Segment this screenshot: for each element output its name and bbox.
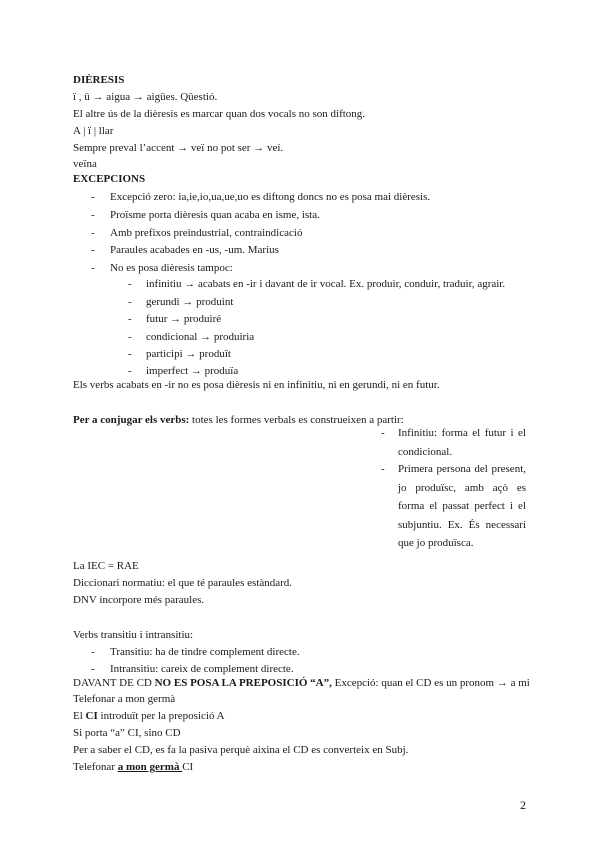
text-line: Els verbs acabats en -ir no es posa dièresis ni en infinitiu, ni en gerundi, ni en futur. (73, 379, 440, 391)
text-line: Telefonar a mon germà (73, 693, 176, 705)
list-item: gerundi → produint (146, 296, 234, 308)
text-line: ï , ü → aigua → aigües. Qüestió. (73, 91, 218, 103)
ci-line (73, 709, 225, 723)
list-bullet: - (128, 365, 132, 377)
list-bullet: - (91, 646, 95, 658)
list-bullet: - (91, 262, 95, 274)
list-item: Transitiu: ha de tindre complement directe. (110, 646, 300, 658)
heading-dieresis: DIÈRESIS (73, 74, 125, 86)
list-bullet: - (128, 348, 132, 360)
list-bullet: - (91, 209, 95, 221)
ci-text: El (73, 710, 86, 722)
conjugar-line (73, 413, 404, 427)
text-line: veïna (73, 158, 97, 170)
list-bullet: - (128, 278, 132, 290)
text-line: La IEC = RAE (73, 560, 139, 572)
list-item: No es posa dièresis tampoc: (110, 262, 233, 274)
page-number: 2 (520, 798, 526, 812)
list-item: imperfect → produïa (146, 365, 239, 377)
text-line: Verbs transitiu i intransitiu: (73, 629, 194, 641)
text-line: Per a saber el CD, es fa la pasiva perquè aixina el CD es converteix en Subj. (73, 744, 409, 756)
list-item: participi → produït (146, 348, 231, 360)
davant-text: DAVANT DE CD (73, 677, 155, 689)
list-bullet: - (91, 663, 95, 675)
list-item: Amb prefixos preindustrial, contraindicació (110, 227, 303, 239)
text-line: Diccionari normatiu: el que té paraules estàndard. (73, 577, 292, 589)
list-bullet: - (381, 427, 385, 439)
list-bullet: - (128, 296, 132, 308)
davant-line (73, 676, 530, 690)
list-bullet: - (128, 313, 132, 325)
telef-bold-underline: a mon germà (117, 761, 183, 773)
list-item: condicional → produiria (146, 331, 255, 343)
telef-rest: CI (182, 761, 194, 773)
conjugar-bold: Per a conjugar els verbs: (73, 414, 190, 426)
list-item: Proïsme porta dièresis quan acaba en isme, ista. (110, 209, 320, 221)
text-line: DNV incorpore més paraules. (73, 594, 205, 606)
telef-text: Telefonar (73, 761, 118, 773)
list-item: Excepció zero: ia,ie,io,ua,ue,uo es diftong doncs no es posa mai dièresis. (110, 191, 431, 203)
ci-bold: CI (85, 710, 98, 722)
list-item: Intransitiu: careix de complement directe. (110, 663, 294, 675)
list-item: Paraules acabades en -us, -um. Marius (110, 244, 279, 256)
list-bullet: - (91, 244, 95, 256)
text-line: A | ï | llar (73, 125, 114, 137)
list-bullet: - (91, 227, 95, 239)
ci-rest: introduït per la preposició A (97, 710, 225, 722)
davant-rest: Excepció: quan el CD es un pronom → a mi (331, 677, 530, 689)
list-bullet: - (381, 463, 385, 475)
list-bullet: - (128, 331, 132, 343)
heading-excepcions: EXCEPCIONS (73, 173, 146, 185)
list-bullet: - (91, 191, 95, 203)
telefonar-line (73, 760, 193, 774)
list-item: infinitiu → acabats en -ir i davant de ir vocal. Ex. produir, conduir, traduir, agrair. (146, 278, 506, 290)
list-item: Primera persona del present, jo produïsc, amb açò es forma el passat perfect i el subjuntiu. Ex. És necessari que jo produïsca. (398, 463, 526, 549)
text-line: Si porta “a” CI, sino CD (73, 727, 181, 739)
conjugar-rest: totes les formes verbals es construeixen a partir: (189, 414, 404, 426)
list-item: Infinitiu: forma el futur i el condicional. (398, 427, 526, 458)
list-item: futur → produiré (146, 313, 222, 325)
text-line: Sempre preval l’accent → veï no pot ser → veí. (73, 142, 284, 154)
text-line: El altre ús de la dièresis es marcar quan dos vocals no son diftong. (73, 108, 366, 120)
davant-bold: NO ES POSA LA PREPOSICIÓ “A”, (154, 677, 332, 689)
